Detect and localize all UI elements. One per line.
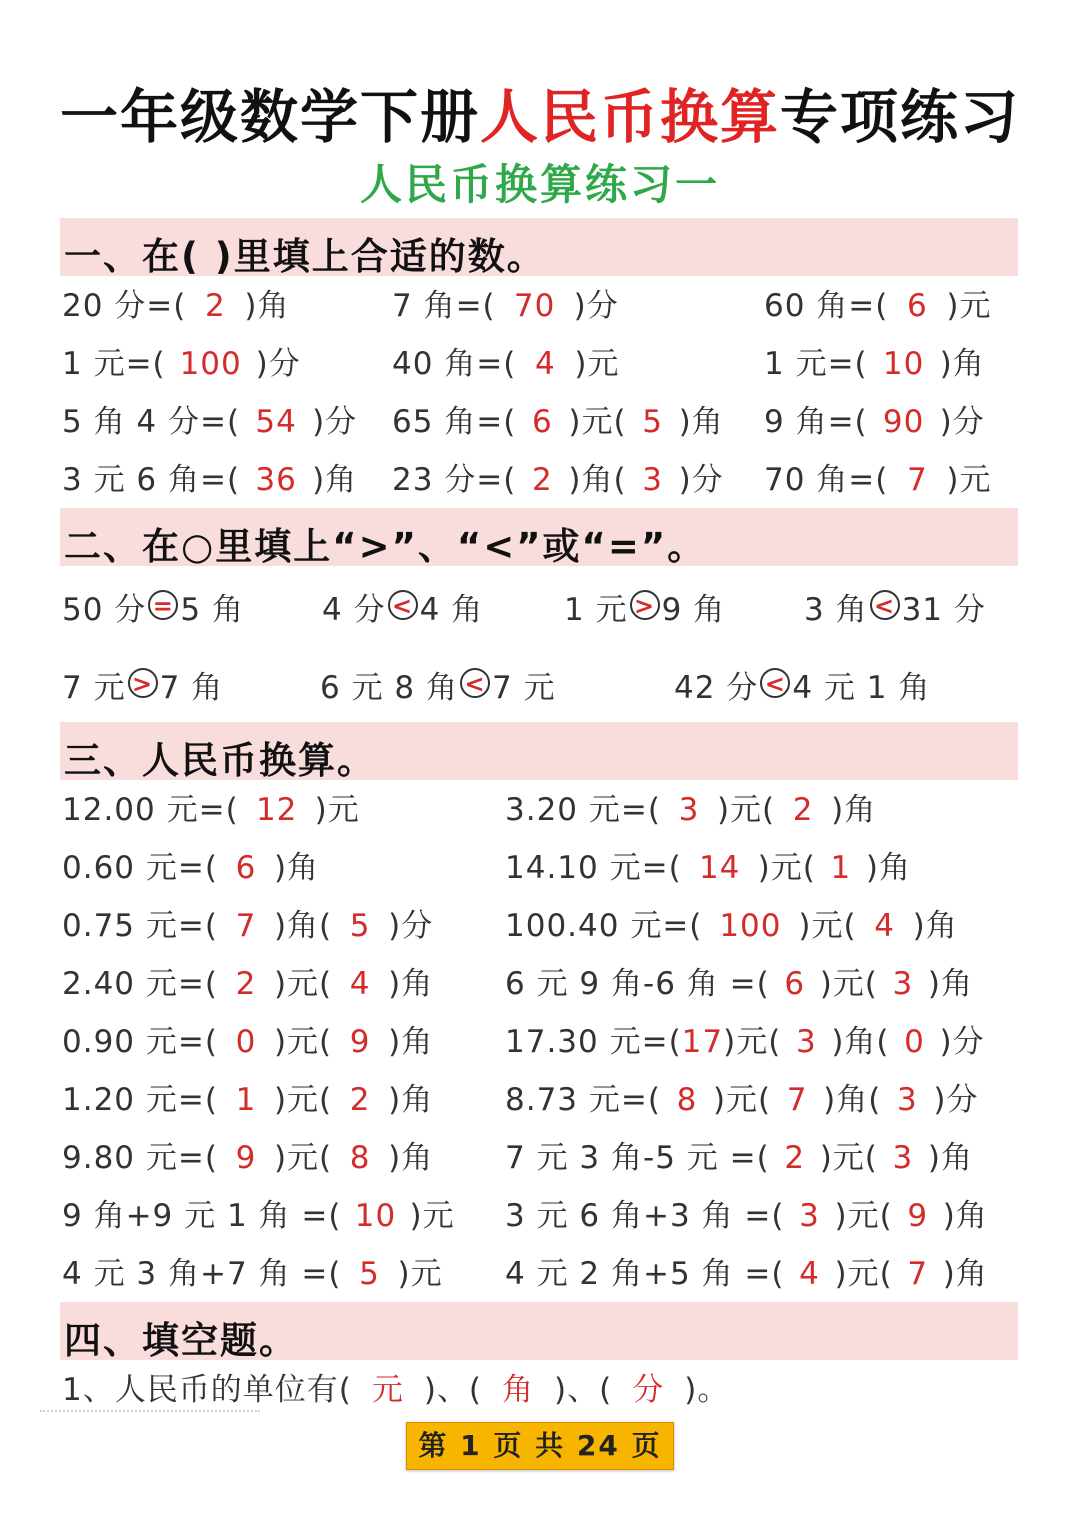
exercise-item: 14.10 元=( 14 )元( 1 )角 (505, 842, 911, 894)
exercise-row (0, 900, 1080, 952)
answer-text: 分 (632, 1372, 665, 1408)
answer-text: 100 (179, 346, 242, 382)
compare-item: 1 元 > 9 角 (564, 592, 726, 628)
exercise-row (0, 1074, 1080, 1126)
page-title (0, 70, 1080, 154)
answer-text: 7 (786, 1082, 808, 1118)
compare-item: 50 分 = 5 角 (62, 592, 244, 628)
answer-text: 6 (532, 404, 553, 440)
answer-text: 5 (359, 1256, 380, 1292)
exercise-item: 0.75 元=( 7 )角( 5 )分 (62, 900, 433, 952)
exercise-item: 9 角+9 元 1 角 =( 10 )元 (62, 1190, 455, 1242)
exercise-item: 1、人民币的单位有( 元 )、( 角 )、( 分 )。 (62, 1364, 729, 1416)
answer-text: 3 (795, 1024, 817, 1060)
answer-text: 0 (235, 1024, 257, 1060)
section-header-4 (60, 1302, 1018, 1360)
section-header-3 (60, 722, 1018, 780)
answer-text: 3 (896, 1082, 918, 1118)
answer-text: 2 (784, 1140, 806, 1176)
exercise-item: 4 元 2 角+5 角 =( 4 )元( 7 )角 (505, 1248, 988, 1300)
compare-item: 3 角 < 31 分 (804, 592, 986, 628)
exercise-item: 2.40 元=( 2 )元( 4 )角 (62, 958, 433, 1010)
cut-off-line (40, 1410, 260, 1426)
answer-text: 元 (371, 1372, 404, 1408)
answer-text: 6 (907, 288, 928, 324)
answer-text: 2 (532, 462, 553, 498)
compare-circle: < (760, 668, 790, 698)
exercise-item: 12.00 元=( 12 )元 (62, 784, 360, 836)
exercise-item: 23 分=( 2 )角( 3 )分 (392, 454, 724, 506)
answer-text: 36 (255, 462, 297, 498)
answer-text: 3 (799, 1198, 820, 1234)
answer-text: 9 (907, 1198, 929, 1234)
exercise-item: 40 角=( 4 )元 (392, 338, 619, 390)
answer-text: 70 (513, 288, 556, 324)
answer-text: 3 (642, 462, 663, 498)
exercise-item: 1.20 元=( 1 )元( 2 )角 (62, 1074, 433, 1126)
page-indicator-label: 第 1 页 共 24 页 (418, 1429, 662, 1462)
section-header-1 (60, 218, 1018, 276)
answer-text: 4 (874, 908, 895, 944)
section-header-2 (60, 508, 1018, 566)
exercise-item: 1 元=( 100 )分 (62, 338, 301, 390)
answer-text: 1 (235, 1082, 257, 1118)
exercise-item: 65 角=( 6 )元( 5 )角 (392, 396, 724, 448)
exercise-item: 1 元=( 10 )角 (764, 338, 985, 390)
answer-text: 3 (892, 966, 914, 1002)
exercise-item: 3 元 6 角+3 角 =( 3 )元( 9 )角 (505, 1190, 988, 1242)
answer-text: 2 (792, 792, 814, 828)
answer-text: 3 (678, 792, 700, 828)
answer-text: 100 (719, 908, 782, 944)
answer-text: 0 (904, 1024, 925, 1060)
answer-text: 9 (349, 1024, 371, 1060)
title-suffix: 专项练习 (780, 83, 1021, 151)
exercise-item: 9 角=( 90 )分 (764, 396, 985, 448)
compare-item: 6 元 8 角 < 7 元 (320, 670, 556, 706)
exercise-row (0, 1132, 1080, 1184)
answer-text: 2 (349, 1082, 371, 1118)
compare-item: 42 分 < 4 元 1 角 (674, 670, 931, 706)
answer-text: 12 (255, 792, 298, 828)
exercise-row (0, 958, 1080, 1010)
exercise-item: 4 元 3 角+7 角 =( 5 )元 (62, 1248, 443, 1300)
answer-text: 14 (698, 850, 741, 886)
answer-text: 7 (907, 1256, 929, 1292)
answer-text: 6 (235, 850, 257, 886)
title-highlight: 人民币换算 (479, 83, 780, 151)
section-title: 一、在( )里填上合适的数。 (64, 235, 546, 278)
exercise-row (0, 1190, 1080, 1242)
compare-row (0, 584, 1080, 636)
answer-text: 90 (882, 404, 925, 440)
exercise-row (0, 1016, 1080, 1068)
answer-text: 5 (349, 908, 371, 944)
exercise-item: 7 角=( 70 )分 (392, 280, 619, 332)
exercise-item: 0.90 元=( 0 )元( 9 )角 (62, 1016, 433, 1068)
exercise-item: 100.40 元=( 100 )元( 4 )角 (505, 900, 958, 952)
answer-text: 1 (830, 850, 852, 886)
answer-text: 54 (255, 404, 297, 440)
compare-item: 4 分 < 4 角 (322, 592, 484, 628)
compare-circle: < (460, 668, 490, 698)
exercise-row (0, 338, 1080, 390)
compare-row (0, 662, 1080, 714)
section-title: 二、在○里填上“>”、“<”或“=”。 (64, 525, 707, 568)
exercise-item: 6 元 9 角-6 角 =( 6 )元( 3 )角 (505, 958, 973, 1010)
exercise-item: 20 分=( 2 )角 (62, 280, 289, 332)
compare-item: 7 元 > 7 角 (62, 670, 224, 706)
answer-text: 17 (681, 1024, 724, 1060)
answer-text: 10 (882, 346, 925, 382)
answer-text: 9 (235, 1140, 257, 1176)
exercise-item: 0.60 元=( 6 )角 (62, 842, 319, 894)
answer-text: 8 (676, 1082, 698, 1118)
compare-circle: = (148, 590, 178, 620)
compare-circle: > (630, 590, 660, 620)
title-prefix: 一年级数学下册 (59, 83, 480, 151)
answer-text: 8 (349, 1140, 371, 1176)
compare-circle: < (870, 590, 900, 620)
exercise-row (0, 1248, 1080, 1300)
exercise-item: 60 角=( 6 )元 (764, 280, 991, 332)
compare-circle: < (388, 590, 418, 620)
answer-text: 5 (642, 404, 663, 440)
answer-text: 2 (205, 288, 226, 324)
answer-text: 7 (907, 462, 928, 498)
exercise-row (0, 396, 1080, 448)
answer-text: 6 (784, 966, 806, 1002)
answer-text: 4 (799, 1256, 820, 1292)
page-subtitle: 人民币换算练习一 (359, 160, 720, 209)
exercise-item: 3.20 元=( 3 )元( 2 )角 (505, 784, 876, 836)
exercise-item: 7 元 3 角-5 元 =( 2 )元( 3 )角 (505, 1132, 973, 1184)
answer-text: 7 (235, 908, 257, 944)
answer-text: 10 (354, 1198, 397, 1234)
answer-text: 角 (502, 1372, 535, 1408)
exercise-item: 70 角=( 7 )元 (764, 454, 991, 506)
answer-text: 4 (349, 966, 371, 1002)
answer-text: 4 (535, 346, 556, 382)
exercise-item: 17.30 元=(17)元( 3 )角( 0 )分 (505, 1016, 985, 1068)
exercise-row (0, 1364, 1080, 1416)
compare-circle: > (128, 668, 158, 698)
exercise-item: 5 角 4 分=( 54 )分 (62, 396, 357, 448)
answer-text: 3 (892, 1140, 914, 1176)
exercise-row (0, 842, 1080, 894)
exercise-row (0, 280, 1080, 332)
exercise-row (0, 784, 1080, 836)
exercise-item: 3 元 6 角=( 36 )角 (62, 454, 357, 506)
exercise-row (0, 454, 1080, 506)
section-title: 三、人民币换算。 (64, 739, 376, 782)
exercise-item: 9.80 元=( 9 )元( 8 )角 (62, 1132, 433, 1184)
answer-text: 2 (235, 966, 257, 1002)
page-indicator (406, 1422, 674, 1470)
section-title: 四、填空题。 (64, 1319, 298, 1362)
exercise-item: 8.73 元=( 8 )元( 7 )角( 3 )分 (505, 1074, 978, 1126)
